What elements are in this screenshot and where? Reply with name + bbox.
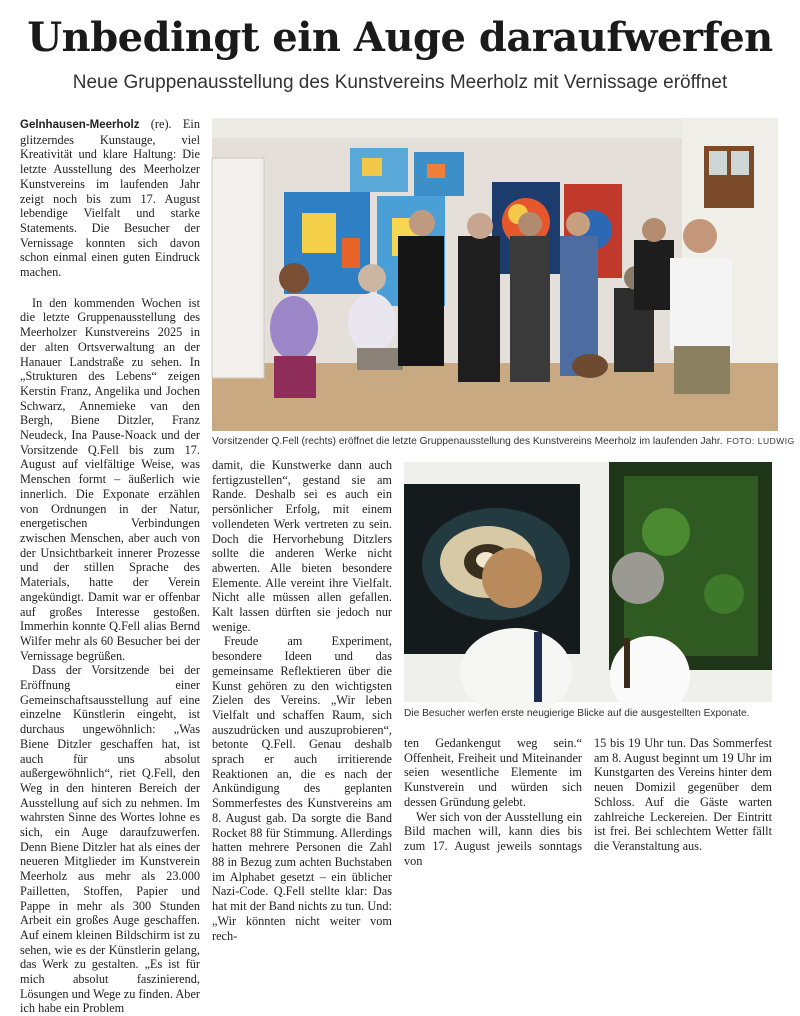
article-column-3 [404,736,582,868]
article-column-1 [20,117,200,1016]
exhibition-group-photo [212,118,778,431]
body-paragraph: 15 bis 19 Uhr tun. Das Sommerfest am 8. August beginnt um 19 Uhr im Kunstgarten des Vereins hinter dem neuen Domizil gegenüber dem Schloss. Auf die Gäste warten zahlreiche Leckereien. Der Eintritt ist frei. Bei schlechtem Wetter fällt die Veranstaltung aus. [594,736,772,853]
body-paragraph: In den kommenden Wochen ist die letzte Gruppenausstellung des Meerholzer Kunstvereins 2025 in der alten Ortsverwaltung an der Hanauer Landstraße zu sehen. In „Strukturen des Lebens“ zeigen Kerstin Franz, Angelika und Jochen Schwarz, Annemieke van den Bergh, Biene Ditzler, Franz Neudeck, Ina Pause-Noack und der Vorsitzende Q.Fell bis zum 17. August auf vielfältige Weise, was Menschen formt – äußerlich wie innerlich. Die Exponate erzählen von Ordnungen in der Natur, energetischen Verbindungen zwischen Menschen, aber auch von der Unsichtbarkeit innerer Prozesse und der stillen Sprache des Materials, hatte der Verein angekündigt. Damit war er offenbar auf großes Interesse gestoßen. Immerhin konnte Q.Fell alias Bernd Wilfer mehr als 60 Besucher bei der Vernissage begrüßen. [20,295,200,663]
body-paragraph: Freude am Experiment, besondere Ideen und das gemeinsame Reflektieren über die Kunst gehören zu den wichtigsten Zielen des Vereins. „Wir leben Vielfalt und schaffen Raum, sich auszudrücken und auszuprobieren“, betonte Q.Fell. Genau deshalb sprach er auch irritierende Reaktionen an, die es nach der Ankündigung des geplanten Sommerfestes des Kunstvereins am 8. August gab. Da sorgte die Band Rocket 88 für Stimmung. Allerdings hatten mehrere Personen die Zahl 88 in Bezug zum achten Buchstaben im Alphabet gesetzt – ein üblicher Nazi-Code. Q.Fell stellte klar: Das hat mit der Band nichts zu tun. Und: „Wir könnten nicht weiter vom rech- [212,634,392,943]
visitors-artwork-photo [404,462,772,702]
article-column-2 [212,458,392,943]
body-paragraph: damit, die Kunstwerke dann auch fertigzustellen“, gestand sie am Rande. Deshalb sei es auch ein persönlicher Erfolg, mit einem vollendeten Werk vertreten zu sein. Doch die Hervorhebung Ditzlers sollte die anderen Werke nicht abwerten. Alle bieten besondere Elemente. Alle vereint ihre Vielfalt. Nicht alle müssen allen gefallen. Kalt lassen dürften sie jedoch nur wenige. [212,458,392,634]
photo-caption-1: Vorsitzender Q.Fell (rechts) eröffnet die letzte Gruppenausstellung des Kunstvereins Meerholz im laufenden Jahr. FOTO: LUDWIG [212,436,795,447]
article-subheadline: Neue Gruppenausstellung des Kunstvereins Meerholz mit Vernissage eröffnet [72,72,728,93]
dateline: Gelnhausen-Meerholz [20,119,140,131]
photo-credit: FOTO: LUDWIG [726,436,795,446]
body-paragraph: Dass der Vorsitzende bei der Eröffnung einer Gemeinschaftsausstellung auf eine einzelne Künstlerin eingeht, ist durchaus ungewöhnlich: „Was Biene Ditzler geschaffen hat, ist auch für uns absolut außergewöhnlich“, riet Q.Fell, den Weg in den hinteren Bereich der Ausstellung auf sich zu nehmen. Im wahrsten Sinne des Wortes lohne es sich, ein Auge daraufzuwerfen. Denn Biene Ditzler hat als eines der neueren Mitglieder im Kunstverein Meerholz aus mehr als 23.000 Pailletten, Stoffen, Papier und Pappe in mehr als 300 Stunden Arbeit ein großes Auge geschaffen. Auf einem kleinen Bildschirm ist zu sehen, wie es der Künstlerin gelang, das Werk zu gestalten. „Es ist für mich absolut faszinierend, Lösungen und Wege zu finden. Aber ich habe ein Problem [20,663,200,1016]
body-paragraph: ten Gedankengut weg sein.“ Offenheit, Freiheit und Miteinander seien wesentliche Elemente im Kunstverein und würden sich dessen Gründung gelebt. [404,736,582,809]
body-paragraph: Wer sich von der Ausstellung ein Bild machen will, kann dies bis zum 17. August jeweils sonntags von [404,809,582,868]
article-headline: Unbedingt ein Auge daraufwerfen [27,14,773,61]
intro-paragraph: (re). Ein glitzerndes Kunstauge, viel Kreativität und klare Haltung: Die letzte Ausstellung des Meerholzer Kunstvereins im laufenden Jahr zeigt noch bis zum 17. August lebendige Vielfalt und starke Statements. Die Besucher der Vernissage konnten sich davon schon einmal einen guten Eindruck machen. [20,117,200,280]
photo-caption-2: Die Besucher werfen erste neugierige Blicke auf die ausgestellten Exponate. [404,708,750,719]
article-column-4 [594,736,772,854]
